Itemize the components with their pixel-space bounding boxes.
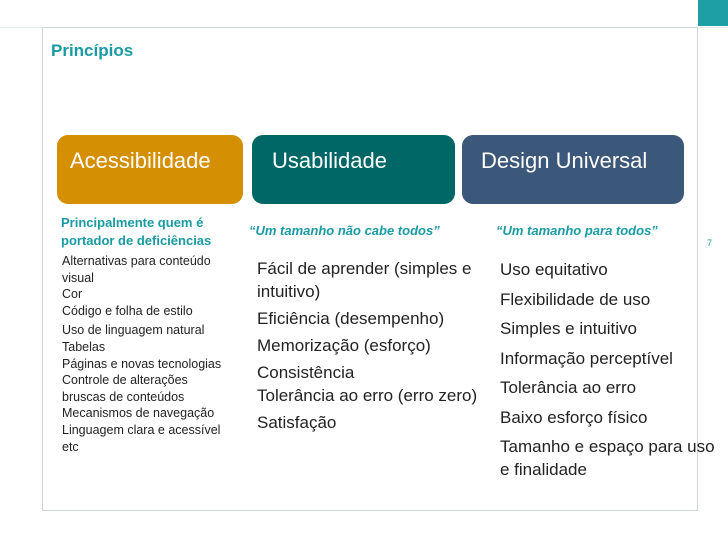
list-item: Flexibilidade de uso (500, 289, 651, 309)
list-item: Mecanismos de navegação (62, 406, 215, 421)
list-item: Tabelas (62, 339, 106, 354)
list-item: Código e folha de estilo (62, 303, 193, 318)
list-item: Informação perceptível (500, 348, 673, 368)
list-item: Uso equitativo (500, 260, 608, 279)
list-item: Consistência (257, 363, 355, 382)
list-item: Linguagem clara e acessível (62, 422, 221, 437)
list-item: Eficiência (desempenho) (257, 309, 445, 328)
list-acessibilidade (62, 253, 234, 455)
list-item: Alternativas para conteúdo visual (62, 254, 211, 285)
list-item: Satisfação (257, 413, 337, 432)
list-design-universal (500, 258, 715, 488)
list-usabilidade (257, 257, 487, 438)
heading-acessibilidade: Principalmente quem é portador de deficiências (61, 215, 212, 248)
pill-acessibilidade: Acessibilidade (57, 135, 243, 204)
list-item: Baixo esforço físico (500, 407, 648, 427)
list-item: Simples e intuitivo (500, 319, 638, 338)
pill-usabilidade: Usabilidade (252, 135, 455, 204)
list-item: Tolerância ao erro (500, 378, 637, 397)
list-item: Tamanho e espaço para uso e finalidade (500, 437, 715, 479)
list-item: Páginas e novas tecnologias (62, 356, 222, 371)
list-item: Fácil de aprender (simples e intuitivo) (257, 259, 472, 301)
list-item: Cor (62, 287, 83, 302)
page-number: 7 (707, 238, 713, 248)
list-item: Controle de alterações bruscas de conteúdos (62, 373, 188, 404)
list-item: etc (62, 439, 79, 454)
heading-design-universal: “Um tamanho para todos” (496, 223, 658, 238)
list-item: Uso de linguagem natural (62, 323, 205, 338)
pill-design-universal: Design Universal (462, 135, 684, 204)
slide-title: Princípios (51, 41, 134, 60)
list-item: Tolerância ao erro (erro zero) (257, 386, 478, 405)
corner-accent-bar (698, 0, 728, 26)
heading-usabilidade: “Um tamanho não cabe todos” (249, 223, 440, 238)
list-item: Memorização (esforço) (257, 336, 431, 355)
